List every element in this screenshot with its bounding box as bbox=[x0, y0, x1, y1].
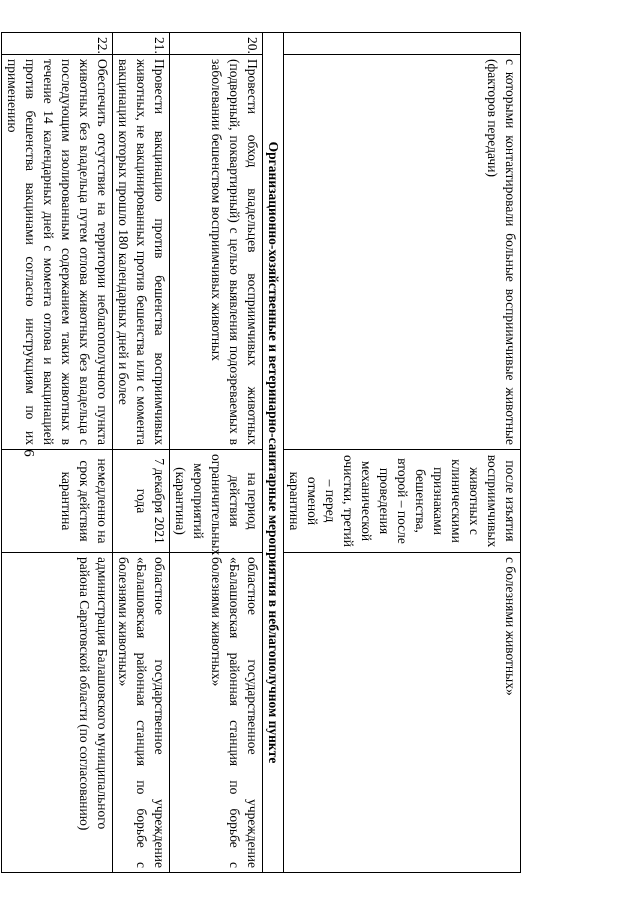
action-cell: Обеспечить отсутствие на территории неблагополучного пункта животных без владельца путем отлова животных без владельца с последующим изолированным содержанием таких животных в течение 14 календарных дней с момента отлова и вакцинацией против бешенства вакцинами согласно инструкциям по их применению bbox=[2, 55, 113, 450]
responsible-cell: областное государственное учреждение «Балашовская районная станция по борьбе с болезнями животных» bbox=[170, 553, 263, 873]
responsible-cell: областное государственное учреждение «Балашовская районная станция по борьбе с болезнями животных» bbox=[113, 553, 170, 873]
responsible-cell: администрация Балашовского муниципального района Саратовской области (по согласованию) bbox=[2, 553, 113, 873]
row-number-cell bbox=[284, 33, 521, 55]
table-row bbox=[2, 33, 113, 873]
term-cell: после изъятия восприимчивых животных с клиническими признаками бешенства, второй – после проведения механической очистки, третий – перед отменой карантина bbox=[284, 450, 521, 553]
action-cell: Провести вакцинацию против бешенства восприимчивых животных, не вакцинированных против бешенства или с момента вакцинации которых прошло 180 календарных дней и более bbox=[113, 55, 170, 450]
responsible-cell: с болезнями животных» bbox=[284, 553, 521, 873]
section-title: Организационно-хозяйственные и ветеринарно-санитарные мероприятия в неблагополучном пункте bbox=[263, 33, 284, 873]
rotated-page bbox=[5, 32, 521, 872]
section-row bbox=[263, 33, 284, 873]
term-cell: на период действия ограничительных мероприятий (карантина) bbox=[170, 450, 263, 553]
term-cell: немедленно на срок действия карантина bbox=[2, 450, 113, 553]
action-cell: Провести обход владельцев восприимчивых животных (подворный, поквартирный) с целью выявления подозреваемых в заболевании бешенством восприимчивых животных bbox=[170, 55, 263, 450]
term-cell: 7 декабря 2021 года bbox=[113, 450, 170, 553]
table-row bbox=[170, 33, 263, 873]
table-row bbox=[284, 33, 521, 873]
row-number: 21. bbox=[113, 33, 170, 55]
action-cell: с которыми контактировали больные восприимчивые животные (факторов передачи) bbox=[284, 55, 521, 450]
measures-table bbox=[1, 32, 521, 873]
row-number: 20. bbox=[170, 33, 263, 55]
table-row bbox=[113, 33, 170, 873]
page-number: 6 bbox=[20, 449, 37, 457]
row-number: 22. bbox=[2, 33, 113, 55]
